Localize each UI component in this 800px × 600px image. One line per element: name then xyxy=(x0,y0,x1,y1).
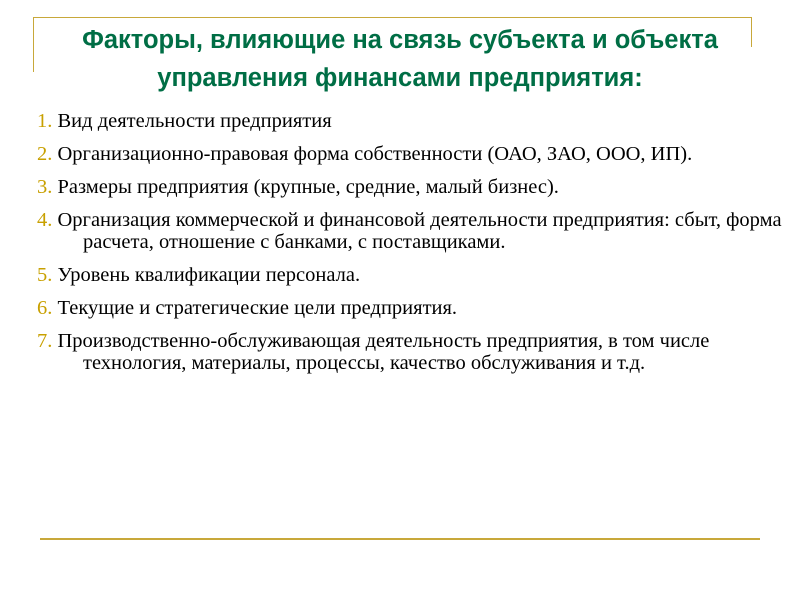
item-number: 3. xyxy=(37,176,53,198)
slide-title xyxy=(40,21,760,97)
bottom-divider-line xyxy=(40,538,760,540)
item-number: 1. xyxy=(37,110,53,132)
list-item xyxy=(37,143,782,165)
item-text: Размеры предприятия (крупные, средние, малый бизнес). xyxy=(57,176,559,198)
item-number: 5. xyxy=(37,264,53,286)
title-frame-top-line xyxy=(33,17,752,18)
title-frame-left-line xyxy=(33,17,34,72)
item-text: Производственно-обслуживающая деятельность предприятия, в том числе технология, материалы, процессы, качество обслуживания и т.д. xyxy=(57,330,710,374)
item-text: Уровень квалификации персонала. xyxy=(57,264,361,286)
list-item xyxy=(37,110,782,132)
slide-title-line-2: управления финансами предприятия: xyxy=(157,64,643,92)
slide-title-line-1: Факторы, влияющие на связь субъекта и объекта xyxy=(82,26,718,54)
list-item xyxy=(37,264,782,286)
list-item xyxy=(37,176,782,198)
item-text: Текущие и стратегические цели предприятия. xyxy=(57,297,458,319)
list-item xyxy=(37,209,782,253)
factors-list xyxy=(37,110,782,385)
list-item xyxy=(37,297,782,319)
item-number: 4. xyxy=(37,209,53,231)
item-text: Вид деятельности предприятия xyxy=(57,110,332,132)
item-text: Организационно-правовая форма собственности (ОАО, ЗАО, ООО, ИП). xyxy=(57,143,693,165)
item-number: 7. xyxy=(37,330,53,352)
item-number: 2. xyxy=(37,143,53,165)
item-number: 6. xyxy=(37,297,53,319)
list-item xyxy=(37,330,782,374)
item-text: Организация коммерческой и финансовой деятельности предприятия: сбыт, форма расчета, отношение с банками, с поставщиками. xyxy=(57,209,782,253)
